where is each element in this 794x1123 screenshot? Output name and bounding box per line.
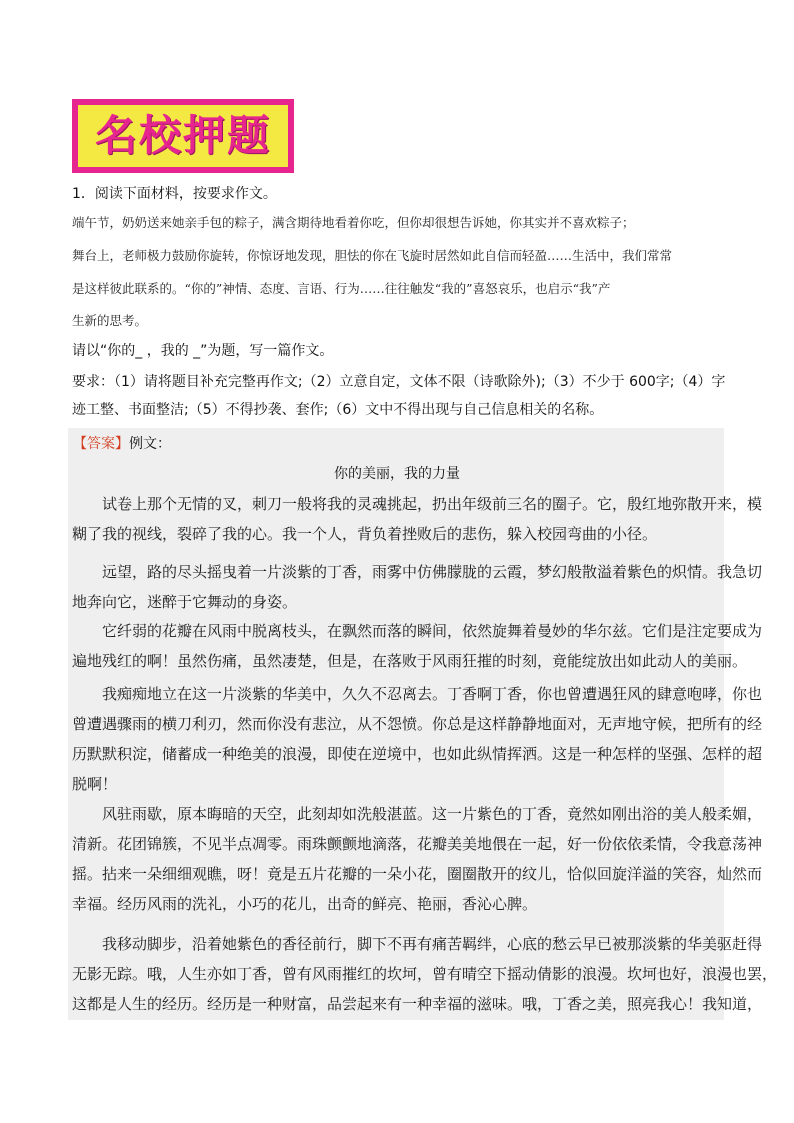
banner-title: 名校押题 bbox=[94, 111, 271, 160]
essay-line: 遍地残红的啊！虽然伤痛，虽然凄楚，但是，在落败于风雨狂摧的时刻，竟能绽放出如此动人的美丽。 bbox=[72, 652, 748, 670]
essay-line: 风驻雨歇，原本晦暗的天空，此刻却如洗般湛蓝。这一片紫色的丁香，竟然如刚出浴的美人般柔媚， bbox=[72, 805, 763, 823]
essay-line: 脱啊！ bbox=[72, 775, 118, 793]
essay-line: 这都是人生的经历。经历是一种财富，品尝起来有一种幸福的滋味。哦，丁香之美，照亮我心！我知道， bbox=[72, 995, 763, 1013]
essay-line: 清新。花团锦簇，不见半点凋零。雨珠颤颤地滴落，花瓣美美地偎在一起，好一份依依柔情，令我意荡神 bbox=[72, 835, 763, 853]
essay-line: 它纤弱的花瓣在风雨中脱离枝头，在飘然而落的瞬间，依然旋舞着曼妙的华尔兹。它们是注定要成为 bbox=[72, 622, 763, 640]
answer-label-bracket: 【答案】 bbox=[73, 436, 129, 452]
answer-label-text: 例文： bbox=[129, 436, 171, 452]
answer-label bbox=[73, 434, 171, 454]
essay-line: 地奔向它，迷醉于它舞动的身姿。 bbox=[72, 593, 298, 611]
banner bbox=[72, 99, 294, 173]
essay-title: 你的美丽，我的力量 bbox=[334, 466, 460, 482]
essay-line: 曾遭遇骤雨的横刀利刃，然而你没有悲泣，从不怨愤。你总是这样静静地面对，无声地守候，把所有的经 bbox=[72, 715, 763, 733]
essay-line: 试卷上那个无情的叉，刺刀一般将我的灵魂挑起，扔出年级前三名的圈子。它，殷红地弥散开来，模 bbox=[72, 495, 763, 513]
requirements-line: 要求：（1）请将题目补充完整再作文;（2）立意自定，文体不限（诗歌除外);（3）不少于 600字;（4）字 bbox=[72, 374, 726, 390]
essay-line: 我痴痴地立在这一片淡紫的华美中，久久不忍离去。丁香啊丁香，你也曾遭遇狂风的肆意咆哮，你也 bbox=[72, 685, 763, 703]
essay-line: 糊了我的视线，裂碎了我的心。我一个人，背负着挫败后的悲伤，躲入校园弯曲的小径。 bbox=[72, 525, 658, 543]
material-line: 舞台上，老师极力鼓励你旋转，你惊讶地发现，胆怯的你在飞旋时居然如此自信而轻盈……生活中，我们常常 bbox=[72, 248, 673, 263]
banner-inner bbox=[78, 105, 288, 167]
essay-line: 无影无踪。哦，人生亦如丁香，曾有风雨摧红的坎坷，曾有晴空下摇动倩影的浪漫。坎坷也好，浪漫也罢， bbox=[72, 965, 778, 983]
essay-line: 我移动脚步，沿着她紫色的香径前行，脚下不再有痛苦羁绊，心底的愁云早已被那淡紫的华美驱赶得 bbox=[72, 935, 763, 953]
material-line: 端午节，奶奶送来她亲手包的粽子，满含期待地看着你吃，但你却很想告诉她，你其实并不喜欢粽子； bbox=[72, 215, 635, 230]
essay-line: 摇。拈来一朵细细观瞧，呀！竟是五片花瓣的一朵小花，圈圈散开的纹儿，恰似回旋洋溢的笑容，灿然而 bbox=[72, 865, 763, 883]
question-prompt: 请以“你的_ ，我的 _”为题，写一篇作文。 bbox=[72, 343, 334, 359]
essay-line: 远望，路的尽头摇曳着一片淡紫的丁香，雨雾中仿佛朦胧的云霞，梦幻般散溢着紫色的炽情。我急切 bbox=[72, 563, 763, 581]
essay-line: 幸福。经历风雨的洗礼，小巧的花儿，出奇的鲜亮、艳丽，香沁心脾。 bbox=[72, 895, 538, 913]
material-line: 生新的思考。 bbox=[72, 313, 148, 328]
material-line: 是这样彼此联系的。“你的”神情、态度、言语、行为……往往触发“我的”喜怒哀乐，也启示“我”产 bbox=[72, 281, 611, 296]
requirements-line: 迹工整、书面整洁;（5）不得抄袭、套作;（6）文中不得出现与自己信息相关的名称。 bbox=[72, 402, 604, 418]
essay-line: 历默默积淀，储蓄成一种绝美的浪漫，即使在逆境中，也如此纵情挥洒。这是一种怎样的坚强、怎样的超 bbox=[72, 745, 763, 763]
question-title: 1．阅读下面材料，按要求作文。 bbox=[72, 186, 277, 202]
